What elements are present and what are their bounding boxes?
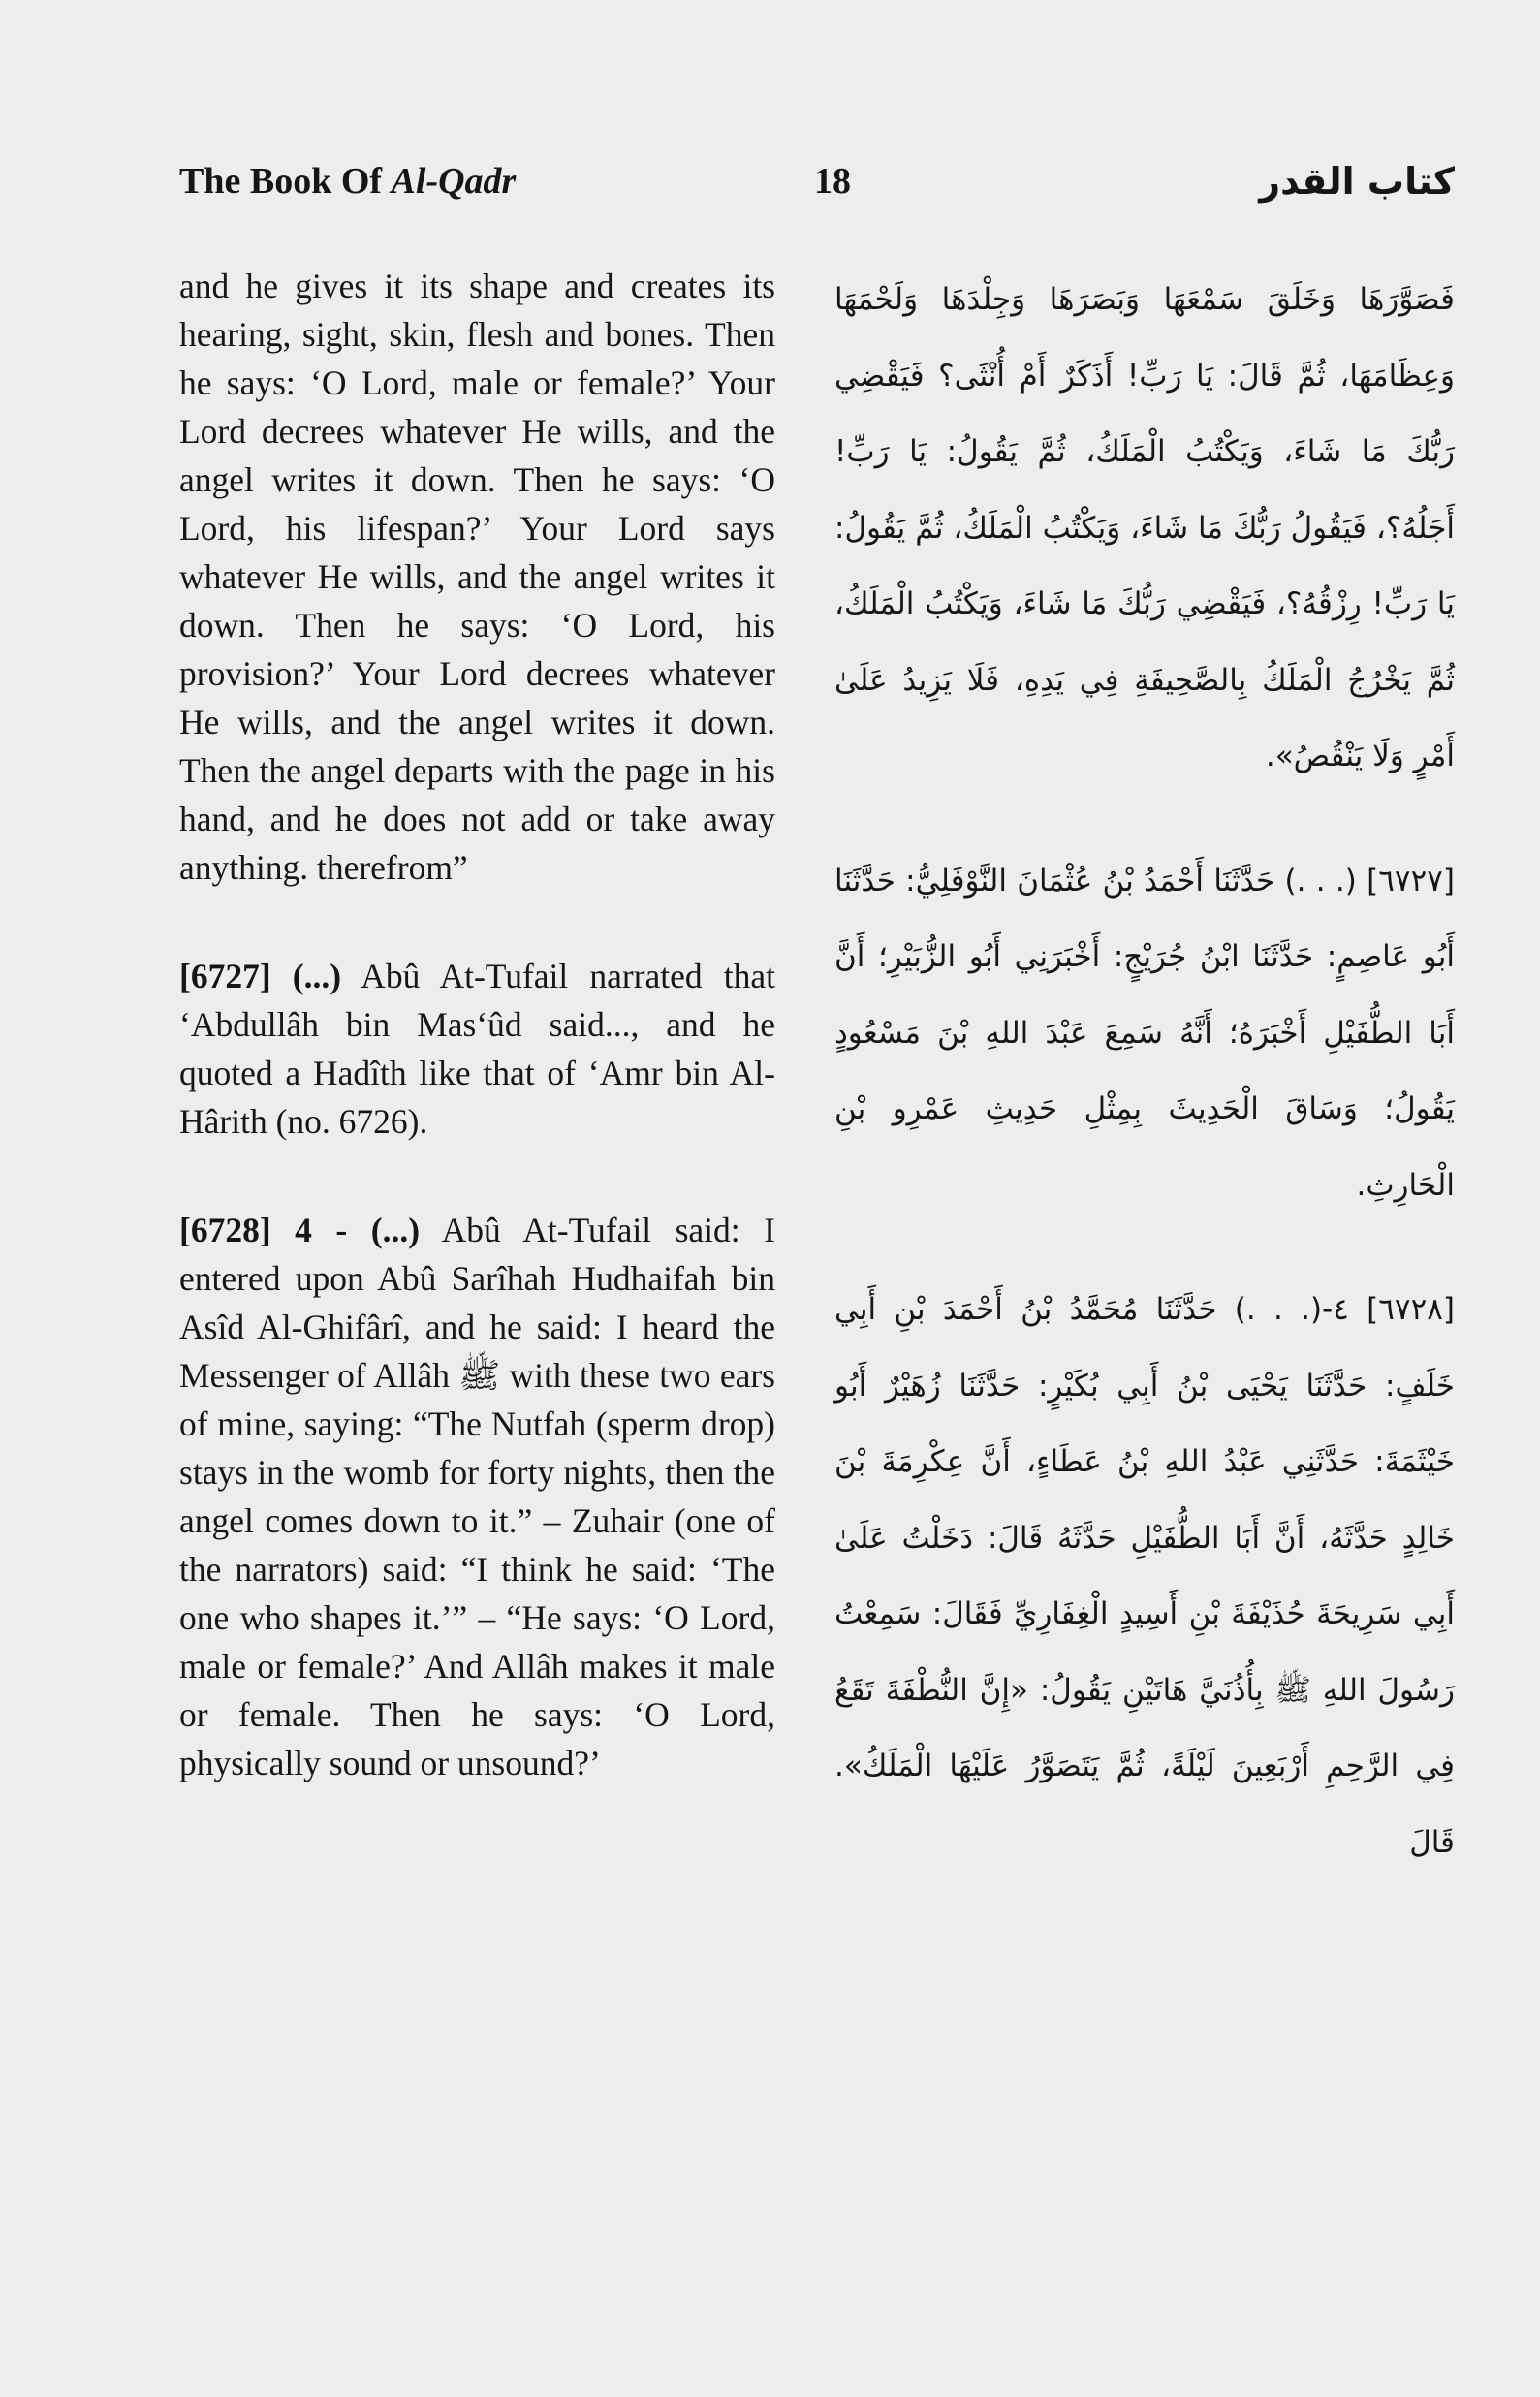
hadith-6728-english	[179, 1206, 775, 1787]
english-paragraph-continuation	[179, 262, 775, 892]
book-title	[179, 160, 516, 203]
hadith-6727-english	[179, 952, 775, 1146]
hadith-6728-ref: [6728] 4 - (...)	[179, 1211, 421, 1249]
arabic-paragraph-continuation	[834, 262, 1455, 795]
book-title-italic: Al-Qadr	[391, 161, 517, 202]
hadith-6728-arabic	[834, 1272, 1455, 1880]
page-number: 18	[814, 161, 851, 202]
hadith-6728-arabic-text: [٦٧٢٨] ٤-(. . .) حَدَّثَنَا مُحَمَّدُ بْنُ أَحْمَدَ بْنِ أَبِي خَلَفٍ: حَدَّثَنَا يَحْيَى بْنُ أَبِي بُكَيْرٍ: حَدَّثَنَا زُهَيْرٌ أَبُو خَيْثَمَةَ: حَدَّثَنِي عَبْدُ اللهِ بْنُ عَطَاءٍ، أَنَّ عِكْرِمَةَ بْنَ خَالِدٍ حَدَّثَهُ، أَنَّ أَبَا الطُّفَيْلِ حَدَّثَهُ قَالَ: دَخَلْتُ عَلَىٰ أَبِي سَرِيحَةَ حُذَيْفَةَ بْنِ أَسِيدٍ الْغِفَارِيِّ فَقَالَ: سَمِعْتُ رَسُولَ اللهِ ﷺ بِأُذُنَيَّ هَاتَيْنِ يَقُولُ: «إِنَّ النُّطْفَةَ تَقَعُ فِي الرَّحِمِ أَرْبَعِينَ لَيْلَةً، ثُمَّ يَتَصَوَّرُ عَلَيْهَا الْمَلَكُ». قَالَ	[834, 1292, 1455, 1860]
hadith-6727-english-text	[179, 952, 775, 1146]
page-header	[179, 160, 1455, 218]
arabic-paragraph-text: فَصَوَّرَهَا وَخَلَقَ سَمْعَهَا وَبَصَرَهَا وَجِلْدَهَا وَلَحْمَهَا وَعِظَامَهَا، ثُمَّ قَالَ: يَا رَبِّ! أَذَكَرٌ أَمْ أُنْثَى؟ فَيَقْضِي رَبُّكَ مَا شَاءَ، وَيَكْتُبُ الْمَلَكُ، ثُمَّ يَقُولُ: يَا رَبِّ! أَجَلُهُ؟، فَيَقُولُ رَبُّكَ مَا شَاءَ، وَيَكْتُبُ الْمَلَكُ، ثُمَّ يَقُولُ: يَا رَبِّ! رِزْقُهُ؟، فَيَقْضِي رَبُّكَ مَا شَاءَ، وَيَكْتُبُ الْمَلَكُ، ثُمَّ يَخْرُجُ الْمَلَكُ بِالصَّحِيفَةِ فِي يَدِهِ، فَلَا يَزِيدُ عَلَىٰ أَمْرٍ وَلَا يَنْقُصُ».	[834, 282, 1455, 773]
book-title-plain: The Book Of	[179, 161, 392, 202]
hadith-6727-body: Abû At-Tufail narrated that ‘Abdullâh bin Mas‘ûd said..., and he quoted a Hadîth like that of ‘Amr bin Al-Hârith (no. 6726).	[179, 957, 775, 1141]
arabic-column	[834, 262, 1455, 1880]
english-paragraph-text: and he gives it its shape and creates its hearing, sight, skin, flesh and bones. Then he says: ‘O Lord, male or female?’ Your Lord decrees whatever He wills, and the angel writes it down. Then he says: ‘O Lord, his lifespan?’ Your Lord says whatever He wills, and the angel writes it down. Then he says: ‘O Lord, his provision?’ Your Lord decrees whatever He wills, and the angel writes it down. Then the angel departs with the page in his hand, and he does not add or take away anything. therefrom”	[179, 267, 775, 887]
hadith-6727-arabic	[834, 843, 1455, 1224]
hadith-6727-ref: [6727] (...)	[179, 957, 342, 995]
arabic-book-title: كتاب القدر	[1259, 160, 1455, 203]
english-column	[179, 262, 775, 1787]
hadith-6728-english-text	[179, 1206, 775, 1787]
hadith-6728-body: Abû At-Tufail said: I entered upon Abû Sarîhah Hudhaifah bin Asîd Al-Ghifârî, and he said: I heard the Messenger of Allâh ﷺ with these two ears of mine, saying: “The Nutfah (sperm drop) stays in the womb for forty nights, then the angel comes down to it.” – Zuhair (one of the narrators) said: “I think he said: ‘The one who shapes it.’” – “He says: ‘O Lord, male or female?’ And Allâh makes it male or female. Then he says: ‘O Lord, physically sound or unsound?’	[179, 1211, 775, 1782]
hadith-6727-arabic-text: [٦٧٢٧] (. . .) حَدَّثَنَا أَحْمَدُ بْنُ عُثْمَانَ النَّوْفَلِيُّ: حَدَّثَنَا أَبُو عَاصِمٍ: حَدَّثَنَا ابْنُ جُرَيْجٍ: أَخْبَرَنِي أَبُو الزُّبَيْرِ؛ أَنَّ أَبَا الطُّفَيْلِ أَخْبَرَهُ؛ أَنَّهُ سَمِعَ عَبْدَ اللهِ بْنَ مَسْعُودٍ يَقُولُ؛ وَسَاقَ الْحَدِيثَ بِمِثْلِ حَدِيثِ عَمْرِو بْنِ الْحَارِثِ.	[834, 863, 1455, 1203]
